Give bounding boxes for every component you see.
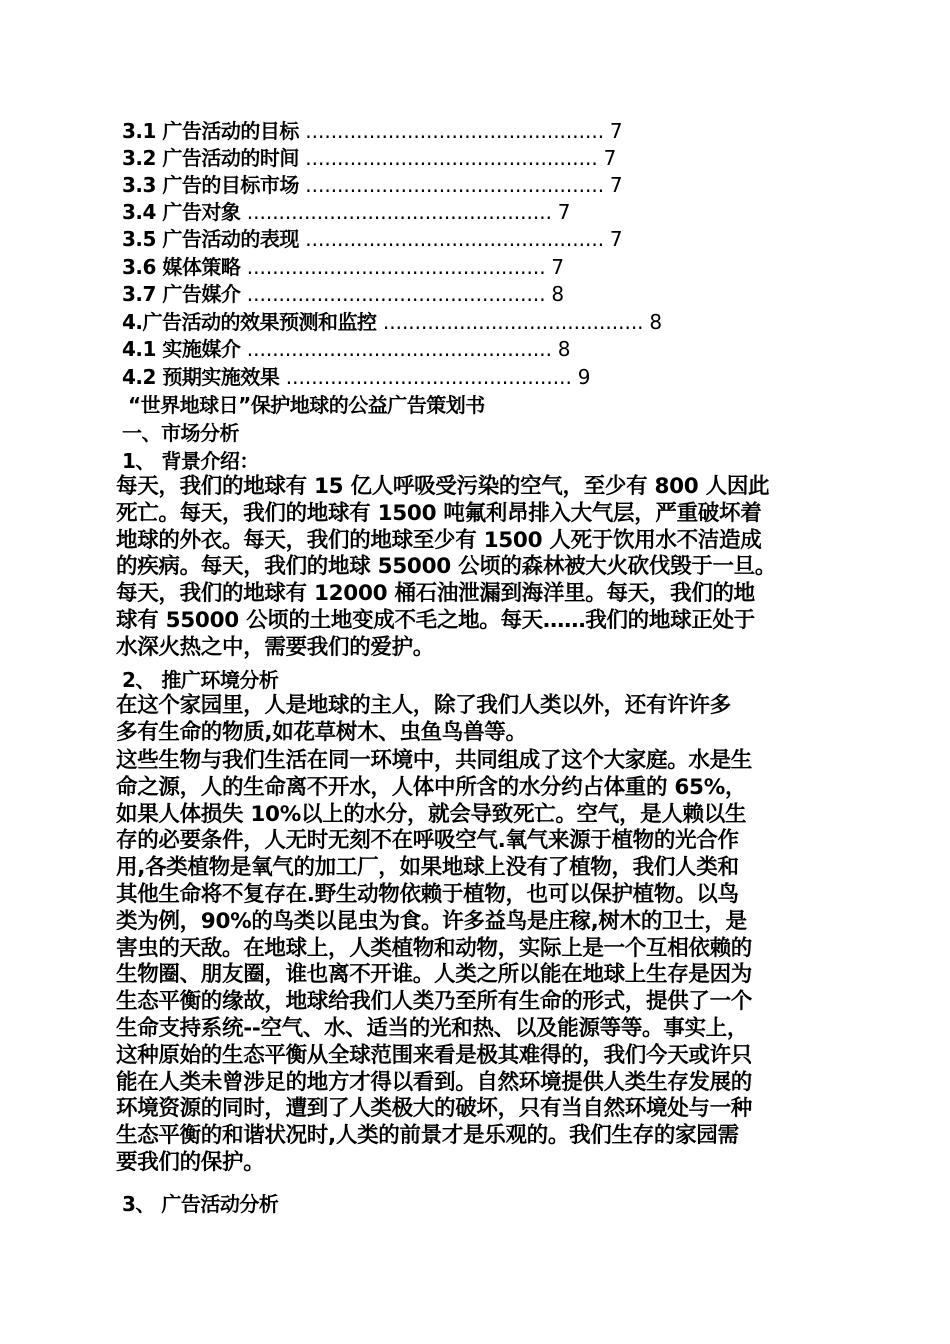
toc-entry[interactable] (122, 363, 590, 391)
subsection-heading-ad-activity: 3、 广告活动分析 (122, 1192, 279, 1216)
toc-entry[interactable] (122, 335, 570, 363)
paragraph-line: 如果人体损失 10%以上的水分，就会导致死亡。空气，是人赖以生 (116, 801, 747, 827)
toc-entry[interactable] (122, 308, 662, 336)
paragraph-line: 水深火热之中，需要我们的爱护。 (116, 634, 435, 660)
paragraph-line: 的疾病。每天，我们的地球 55000 公顷的森林被大火砍伐毁于一旦。 (116, 554, 777, 580)
paragraph-environment-body (116, 748, 836, 1177)
toc-entry[interactable] (122, 198, 570, 226)
toc-entry-leader: ......................................... (376, 310, 644, 334)
paragraph-line: 其他生命将不复存在.野生动物依赖于植物，也可以保护植物。以鸟 (116, 881, 739, 907)
toc-entry-page: 7 (597, 146, 616, 170)
toc-entry-title: 3.6 媒体策略 (122, 255, 241, 279)
toc-entry-page: 9 (571, 365, 590, 389)
toc-entry-page: 8 (545, 282, 564, 306)
paragraph-line: 生态平衡的缘故，地球给我们人类乃至所有生命的形式，提供了一个 (116, 989, 753, 1015)
toc-entry-title: 3.3 广告的目标市场 (122, 173, 299, 197)
paragraph-background (116, 474, 836, 662)
paragraph-line: 在这个家园里，人是地球的主人，除了我们人类以外，还有许许多 (116, 693, 731, 718)
paragraph-line: 生态平衡的和谐状况时,人类的前景才是乐观的。我们生存的家园需 (116, 1123, 739, 1149)
toc-entry-title: 4.广告活动的效果预测和监控 (122, 310, 377, 334)
subsection-heading-environment: 2、 推广环境分析 (122, 668, 279, 692)
toc-entry[interactable] (122, 117, 622, 145)
toc-entry[interactable] (122, 171, 622, 199)
toc-entry-leader: ............................................... (298, 227, 605, 251)
toc-entry-leader: ................................................ (240, 200, 552, 224)
paragraph-line: 用,各类植物是氧气的加工厂，如果地球上没有了植物，我们人类和 (116, 855, 739, 881)
toc-entry[interactable] (122, 225, 622, 253)
paragraph-line: 每天，我们的地球有 15 亿人呼吸受污染的空气，至少有 800 人因此 (116, 474, 770, 499)
paragraph-line: 多有生命的物质,如花草树木、虫鱼鸟兽等。 (116, 719, 527, 745)
paragraph-line: 环境资源的同时，遭到了人类极大的破坏，只有当自然环境处与一种 (116, 1096, 753, 1122)
toc-entry-leader: ............................................... (240, 282, 546, 306)
toc-entry-title: 3.2 广告活动的时间 (122, 146, 299, 170)
paragraph-line: 害虫的天敌。在地球上，人类植物和动物，实际上是一个互相依赖的 (116, 935, 753, 961)
toc-entry-leader: ............................................. (279, 365, 572, 389)
paragraph-line: 存的必要条件，人无时无刻不在呼吸空气.氧气来源于植物的光合作 (116, 828, 739, 854)
toc-entry-title: 4.1 实施媒介 (122, 337, 241, 361)
toc-entry-title: 3.7 广告媒介 (122, 282, 241, 306)
paragraph-line: 地球的外衣。每天，我们的地球至少有 1500 人死于饮用水不洁造成 (116, 527, 762, 553)
section-heading-market-analysis: 一、市场分析 (122, 421, 239, 445)
toc-entry-leader: ............................................... (298, 173, 605, 197)
toc-entry[interactable] (122, 280, 564, 308)
paragraph-line: 球有 55000 公顷的土地变成不毛之地。每天……我们的地球正处于 (116, 607, 755, 633)
paragraph-line: 这种原始的生态平衡从全球范围来看是极其难得的，我们今天或许只 (116, 1042, 753, 1068)
toc-entry-page: 7 (545, 255, 564, 279)
toc-entry-title: 4.2 预期实施效果 (122, 365, 280, 389)
toc-entry-leader: ............................................... (240, 255, 546, 279)
toc-entry[interactable] (122, 253, 564, 281)
document-title: “世界地球日”保护地球的公益广告策划书 (128, 393, 485, 417)
paragraph-line: 死亡。每天，我们的地球有 1500 吨氟利昂排入大气层，严重破坏着 (116, 500, 762, 526)
toc-entry-page: 7 (551, 200, 571, 224)
toc-entry-leader: ............................................... (298, 119, 605, 143)
paragraph-line: 能在人类未曾涉足的地方才得以看到。自然环境提供人类生存发展的 (116, 1069, 753, 1095)
subsection-heading-background: 1、 背景介绍： (122, 449, 259, 473)
toc-entry-page: 7 (604, 173, 623, 197)
toc-entry-title: 3.1 广告活动的目标 (122, 119, 299, 143)
paragraph-line: 这些生物与我们生活在同一环境中，共同组成了这个大家庭。水是生 (116, 748, 753, 773)
paragraph-line: 每天，我们的地球有 12000 桶石油泄漏到海洋里。每天，我们的地 (116, 581, 755, 607)
toc-entry-title: 3.5 广告活动的表现 (122, 227, 299, 251)
paragraph-line: 生物圈、朋友圈，谁也离不开谁。人类之所以能在地球上生存是因为 (116, 962, 753, 988)
paragraph-line: 要我们的保护。 (116, 1149, 265, 1175)
toc-entry-page: 8 (643, 310, 662, 334)
toc-entry-page: 8 (551, 337, 571, 361)
paragraph-line: 生命支持系统--空气、水、适当的光和热、以及能源等等。事实上， (116, 1015, 749, 1041)
toc-entry[interactable] (122, 144, 616, 172)
toc-entry-leader: .............................................. (298, 146, 598, 170)
toc-entry-page: 7 (604, 227, 623, 251)
paragraph-line: 命之源，人的生命离不开水，人体中所含的水分约占体重的 65%， (116, 774, 747, 800)
toc-entry-leader: ................................................ (240, 337, 552, 361)
paragraph-line: 类为例，90%的鸟类以昆虫为食。许多益鸟是庄稼,树木的卫士，是 (116, 908, 747, 934)
toc-entry-title: 3.4 广告对象 (122, 200, 241, 224)
paragraph-environment-intro (116, 693, 836, 747)
toc-entry-page: 7 (604, 119, 623, 143)
